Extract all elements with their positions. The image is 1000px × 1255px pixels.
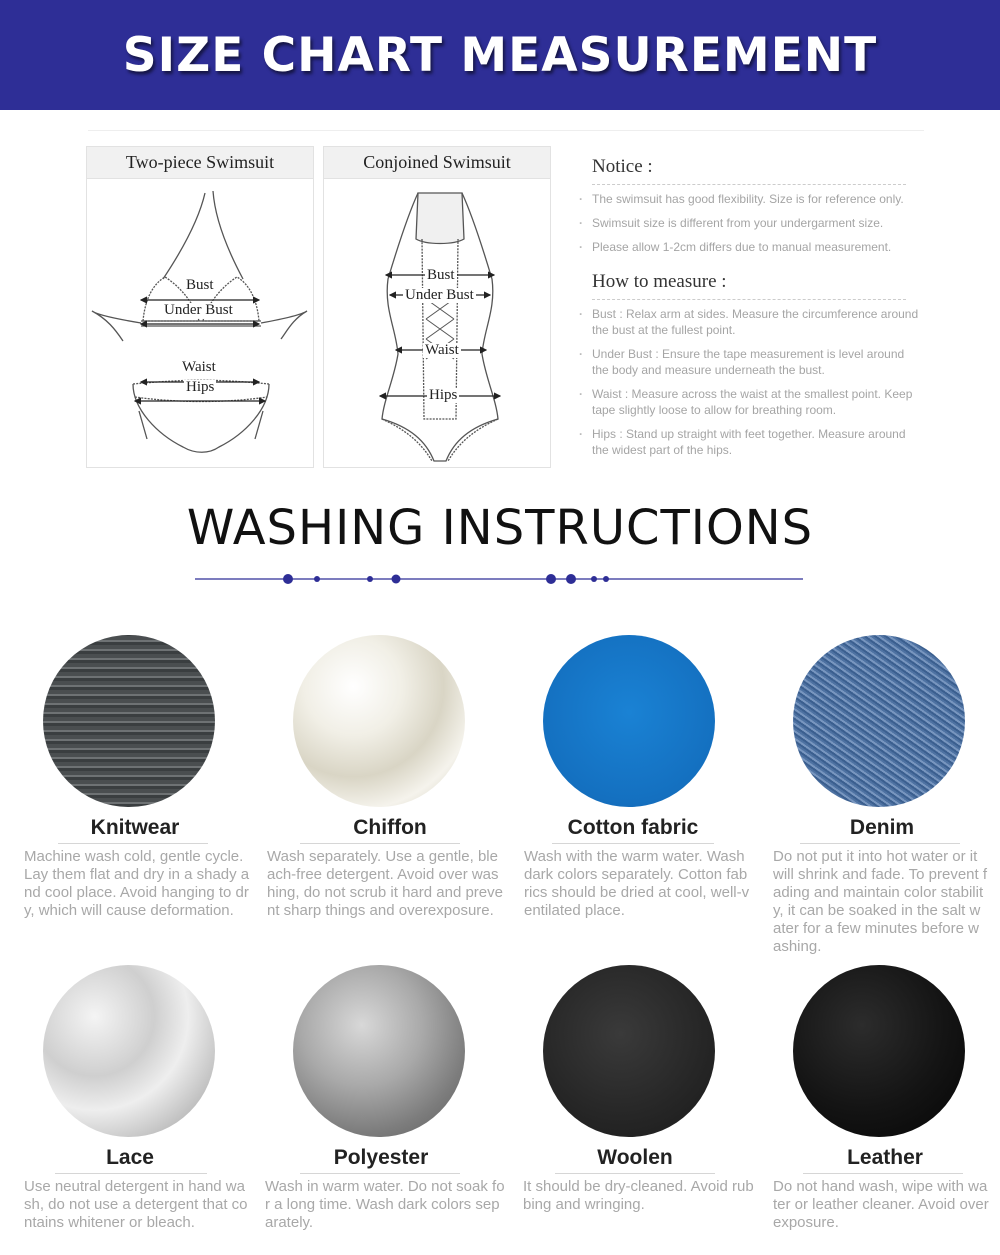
fabric-title-woolen: Woolen <box>597 1146 673 1169</box>
fabric-rule <box>803 1173 963 1174</box>
fabric-title-lace: Lace <box>106 1146 154 1169</box>
two-piece-waist-label: Waist <box>182 359 216 375</box>
woolen-swatch-icon <box>543 965 715 1137</box>
fabric-desc-chiffon: Wash separately. Use a gentle, bleach-free detergent. Avoid over washing, do not scrub it hard and prevent sharp things and overexposure. <box>267 848 503 919</box>
fabric-title-knitwear: Knitwear <box>90 816 180 839</box>
notice-section <box>592 156 922 263</box>
fabric-desc-denim: Do not put it into hot water or it will shrink and fade. To prevent fading and maintain color stability, it can be soaked in the salt water for a few minutes before washing. <box>773 848 988 955</box>
leather-swatch-icon <box>793 965 965 1137</box>
measure-item: · Bust : Relax arm at sides. Measure the circumference around the bust at the fullest point. <box>592 306 922 338</box>
fabric-desc-cotton: Wash with the warm water. Wash dark colors separately. Cotton fabrics should be dried at cool, well-ventilated place. <box>524 848 750 919</box>
measure-item: · Under Bust : Ensure the tape measurement is level around the body and measure underneath the bust. <box>592 346 922 378</box>
fabric-desc-lace: Use neutral detergent in hand wash, do not use a detergent that contains whitener or bleach. <box>24 1178 248 1231</box>
fabric-rule <box>58 843 208 844</box>
how-to-measure-section <box>592 271 922 466</box>
fabric-rule <box>555 1173 715 1174</box>
page-title: SIZE CHART MEASUREMENT <box>122 27 878 83</box>
fabric-rule <box>800 843 960 844</box>
dot-divider <box>195 566 805 590</box>
fabric-desc-woolen: It should be dry-cleaned. Avoid rubbing and wringing. <box>523 1178 754 1213</box>
fabric-rule <box>55 1173 207 1174</box>
measure-item: · Hips : Stand up straight with feet together. Measure around the widest part of the hips. <box>592 426 922 458</box>
conjoined-underbust-label: Under Bust <box>405 287 474 303</box>
two-piece-diagram <box>86 146 314 468</box>
fabric-rule <box>300 1173 460 1174</box>
measure-item: · Waist : Measure across the waist at the smallest point. Keep tape slightly loose to allow for breathing room. <box>592 386 922 418</box>
how-to-measure-title: How to measure : <box>592 271 906 300</box>
fabric-desc-leather: Do not hand wash, wipe with water or leather cleaner. Avoid overexposure. <box>773 1178 989 1231</box>
two-piece-underbust-label: Under Bust <box>164 302 233 318</box>
knitwear-swatch-icon <box>43 635 215 807</box>
conjoined-diagram <box>323 146 551 468</box>
two-piece-bust-label: Bust <box>186 277 214 293</box>
fabric-title-denim: Denim <box>849 816 915 839</box>
conjoined-title: Conjoined Swimsuit <box>324 147 550 179</box>
fabric-title-chiffon: Chiffon <box>353 816 427 839</box>
header-banner <box>0 0 1000 110</box>
fabric-desc-knitwear: Machine wash cold, gentle cycle. Lay them flat and dry in a shady and cool place. Avoid hanging to dry, which will cause deformation. <box>24 848 250 919</box>
fabric-title-polyester: Polyester <box>333 1146 429 1169</box>
conjoined-bust-label: Bust <box>427 267 455 283</box>
notice-item: · Swimsuit size is different from your undergarment size. <box>592 215 922 231</box>
notice-item: · Please allow 1-2cm differs due to manual measurement. <box>592 239 922 255</box>
notice-item: · The swimsuit has good flexibility. Size is for reference only. <box>592 191 922 207</box>
fabric-rule <box>300 843 460 844</box>
washing-title: WASHING INSTRUCTIONS <box>186 500 814 556</box>
conjoined-hips-label: Hips <box>429 387 458 403</box>
polyester-swatch-icon <box>293 965 465 1137</box>
chiffon-swatch-icon <box>293 635 465 807</box>
two-piece-title: Two-piece Swimsuit <box>87 147 313 179</box>
bikini-illustration <box>87 179 313 467</box>
lace-swatch-icon <box>43 965 215 1137</box>
denim-swatch-icon <box>793 635 965 807</box>
two-piece-hips-label: Hips <box>186 379 215 395</box>
fabric-title-cotton: Cotton fabric <box>567 816 699 839</box>
one-piece-illustration <box>324 179 550 467</box>
notice-title: Notice : <box>592 156 906 185</box>
conjoined-waist-label: Waist <box>425 342 459 358</box>
divider-line <box>88 130 924 131</box>
fabric-desc-polyester: Wash in warm water. Do not soak for a long time. Wash dark colors separately. <box>265 1178 505 1231</box>
fabric-title-leather: Leather <box>847 1146 923 1169</box>
cotton-swatch-icon <box>543 635 715 807</box>
fabric-rule <box>552 843 714 844</box>
